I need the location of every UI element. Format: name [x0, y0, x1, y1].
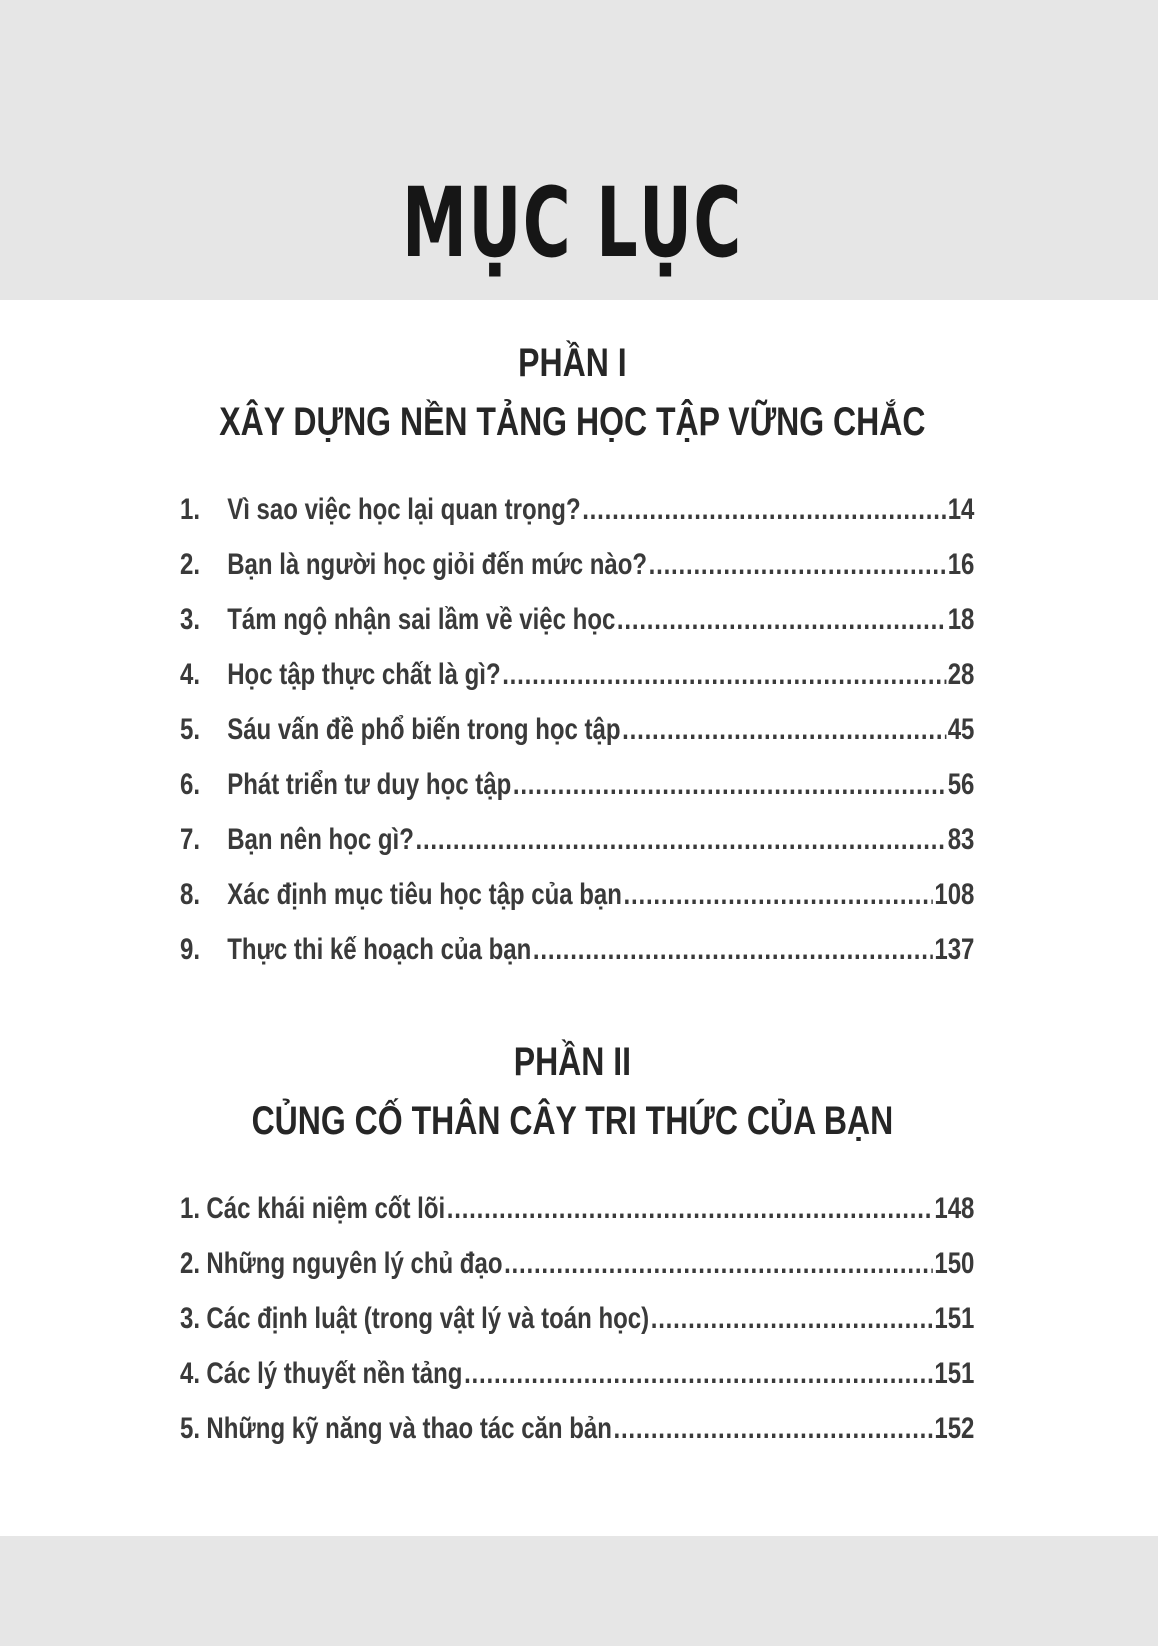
part-1-label: PHẦN I — [518, 341, 627, 385]
part-2-label: PHẦN II — [513, 1040, 632, 1084]
entry-page-number: 16 — [947, 548, 975, 581]
entry-number: 2. — [180, 1247, 201, 1280]
entry-page-number: 148 — [934, 1192, 975, 1225]
entry-page-number: 45 — [947, 713, 975, 746]
toc-entry[interactable] — [180, 765, 974, 820]
dot-leader — [504, 1244, 933, 1284]
entry-number: 4. — [180, 1357, 201, 1390]
entry-title: Những nguyên lý chủ đạo — [206, 1247, 503, 1280]
entry-page-number: 28 — [947, 658, 975, 691]
part-1-toc-list — [180, 490, 974, 985]
dot-leader — [415, 820, 946, 860]
entry-page-number: 150 — [934, 1247, 975, 1280]
entry-number: 4. — [180, 658, 201, 691]
toc-entry[interactable] — [180, 1354, 974, 1409]
dot-leader — [464, 1354, 933, 1394]
toc-entry[interactable] — [180, 875, 974, 930]
entry-number: 5. — [180, 1412, 201, 1445]
entry-title: Học tập thực chất là gì? — [227, 658, 501, 691]
entry-title: Bạn là người học giỏi đến mức nào? — [227, 548, 648, 581]
dot-leader — [613, 1409, 932, 1449]
dot-leader — [649, 545, 946, 585]
entry-title: Bạn nên học gì? — [227, 823, 414, 856]
toc-entry[interactable] — [180, 490, 974, 545]
toc-entry[interactable] — [180, 1244, 974, 1299]
toc-entry[interactable] — [180, 1409, 974, 1464]
entry-title: Các khái niệm cốt lõi — [206, 1192, 446, 1225]
toc-entry[interactable] — [180, 545, 974, 600]
dot-leader — [624, 875, 933, 915]
entry-page-number: 56 — [947, 768, 975, 801]
dot-leader — [447, 1189, 933, 1229]
entry-number: 3. — [180, 603, 201, 636]
entry-title: Các lý thuyết nền tảng — [206, 1357, 463, 1390]
entry-page-number: 108 — [934, 878, 975, 911]
dot-leader — [502, 655, 946, 695]
entry-number: 7. — [180, 823, 201, 856]
part-1-title: XÂY DỰNG NỀN TẢNG HỌC TẬP VỮNG CHẮC — [219, 400, 926, 444]
dot-leader — [617, 600, 946, 640]
entry-number: 5. — [180, 713, 201, 746]
dot-leader — [622, 710, 946, 750]
page-title: MỤC LỤC — [402, 167, 743, 279]
entry-page-number: 83 — [947, 823, 975, 856]
entry-number: 6. — [180, 768, 201, 801]
entry-title: Phát triển tư duy học tập — [227, 768, 512, 801]
dot-leader — [651, 1299, 933, 1339]
part-2-toc-list — [180, 1189, 974, 1464]
entry-title: Các định luật (trong vật lý và toán học) — [206, 1302, 650, 1335]
entry-title: Những kỹ năng và thao tác căn bản — [206, 1412, 612, 1445]
entry-number: 1. — [180, 493, 201, 526]
entry-number: 8. — [180, 878, 201, 911]
entry-title: Tám ngộ nhận sai lầm về việc học — [227, 603, 616, 636]
entry-title: Sáu vấn đề phổ biến trong học tập — [227, 713, 621, 746]
dot-leader — [513, 765, 946, 805]
dot-leader — [533, 930, 933, 970]
entry-number: 2. — [180, 548, 201, 581]
entry-page-number: 152 — [934, 1412, 975, 1445]
dot-leader — [582, 490, 946, 530]
toc-entry[interactable] — [180, 655, 974, 710]
toc-entry[interactable] — [180, 1299, 974, 1354]
toc-entry[interactable] — [180, 820, 974, 875]
toc-entry[interactable] — [180, 600, 974, 655]
entry-page-number: 18 — [947, 603, 975, 636]
footer-band — [0, 1536, 1158, 1646]
entry-title: Xác định mục tiêu học tập của bạn — [227, 878, 622, 911]
entry-page-number: 151 — [934, 1302, 975, 1335]
toc-entry[interactable] — [180, 710, 974, 765]
entry-number: 1. — [180, 1192, 201, 1225]
entry-page-number: 151 — [934, 1357, 975, 1390]
part-2-title: CỦNG CỐ THÂN CÂY TRI THỨC CỦA BẠN — [251, 1099, 894, 1143]
toc-entry[interactable] — [180, 930, 974, 985]
entry-number: 9. — [180, 933, 201, 966]
entry-title: Vì sao việc học lại quan trọng? — [227, 493, 581, 526]
entry-number: 3. — [180, 1302, 201, 1335]
toc-entry[interactable] — [180, 1189, 974, 1244]
entry-page-number: 137 — [934, 933, 975, 966]
entry-page-number: 14 — [947, 493, 975, 526]
entry-title: Thực thi kế hoạch của bạn — [227, 933, 532, 966]
